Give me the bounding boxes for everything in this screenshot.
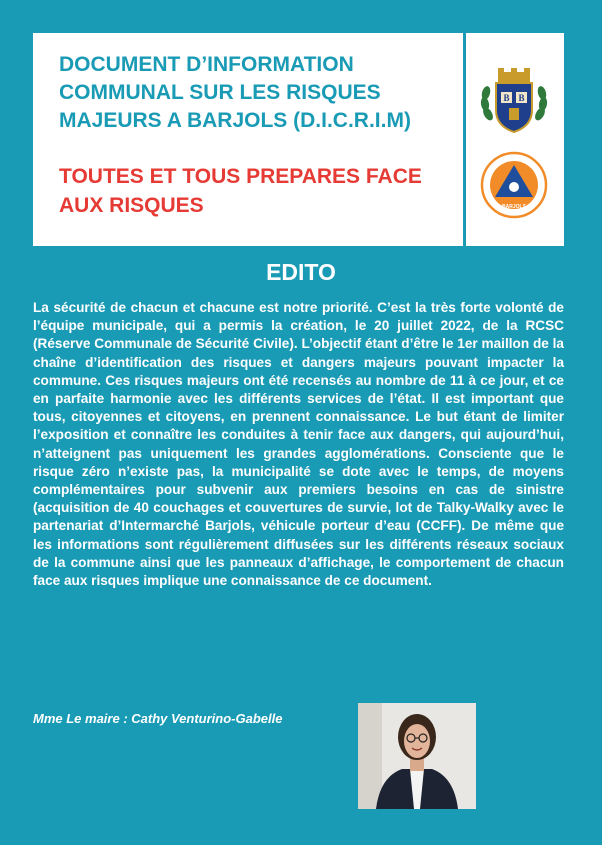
mayor-signature: Mme Le maire : Cathy Venturino-Gabelle xyxy=(33,711,283,726)
document-subtitle: TOUTES ET TOUS PREPARES FACE AUX RISQUES xyxy=(59,165,422,217)
svg-text:BARJOLS: BARJOLS xyxy=(502,204,526,210)
header-box xyxy=(33,33,564,246)
edito-body: La sécurité de chacun et chacune est notre priorité. C’est la très forte volonté de l’équipe municipale, qui a permis la création, le 20 juillet 2022, de la RCSC (Réserve Communale de Sécurité Civile). L’objectif étant d’être le 1er maillon de la chaîne d’identification des risques et dangers majeurs pouvant impacter la commune. Ces risques majeurs ont été recensés au nombre de 11 à ce jour, et ce en parfaite harmonie avec les différents services de l’état. Il est important que tous, citoyennes et citoyens, en prennent connaissance. Le but étant de limiter l’exposition et connaître les conduites à tenir face aux dangers, qui aujourd’hui, n’atteignent pas uniquement les grandes agglomérations. Consciente que le risque zéro n’existe pas, la municipalité se dote avec le temps, de moyens complémentaires pour subvenir aux premiers besoins en cas de sinistre (acquisition de 40 couchages et couvertures de survie, lot de Talky-Walky avec le partenariat d’Intermarché Barjols, véhicule porteur d’eau (CCFF). De même que les informations sont régulièrement diffusées sur les différents réseaux sociaux de la commune ainsi que les panneaux d’affichage, le comportement de chacun face aux risques implique une connaissance de ce document. xyxy=(33,300,564,589)
svg-text:B: B xyxy=(503,93,510,103)
header-divider xyxy=(463,33,466,246)
mayor-portrait-photo xyxy=(358,703,476,809)
rcsc-barjols-logo-icon xyxy=(480,151,548,219)
barjols-coat-of-arms-icon xyxy=(474,66,554,138)
edito-heading: EDITO xyxy=(266,259,336,285)
svg-text:B: B xyxy=(518,93,525,103)
document-title: DOCUMENT D’INFORMATION COMMUNAL SUR LES RISQUES MAJEURS A BARJOLS (D.I.C.R.I.M) xyxy=(59,53,411,132)
